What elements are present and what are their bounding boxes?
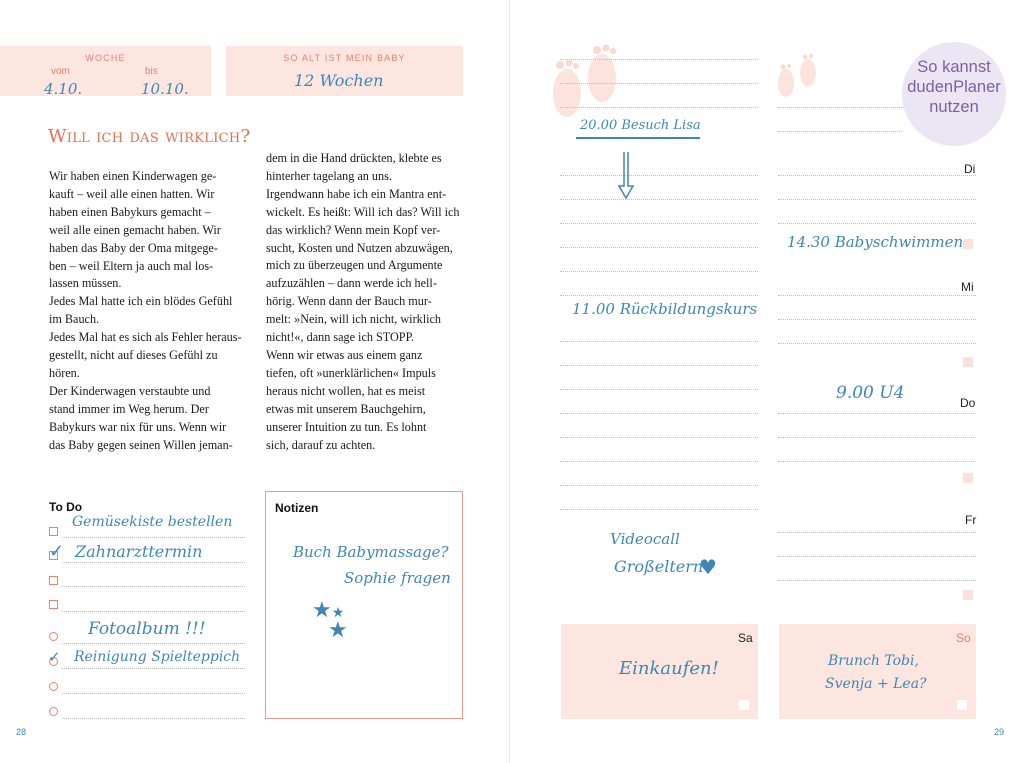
todo-line <box>62 537 245 538</box>
notes-box[interactable] <box>265 491 463 719</box>
baby-age-box <box>226 46 463 96</box>
check-mark-icon: ✓ <box>48 648 61 666</box>
planner-line <box>778 199 976 200</box>
baby-age-label: SO ALT IST MEIN BABY <box>283 53 406 63</box>
todo-item-6: Reinigung Spielteppich <box>74 649 241 665</box>
entry-call-2: Großeltern <box>614 557 704 576</box>
saturday-marker <box>739 700 749 710</box>
planner-line <box>560 295 758 296</box>
planner-line <box>778 319 976 320</box>
day-marker <box>963 239 973 249</box>
planner-line <box>560 59 758 60</box>
entry-brunch-2: Svenja + Lea? <box>825 676 927 692</box>
text-line: Der Kinderwagen verstaubte und <box>49 383 211 398</box>
day-label-sa: Sa <box>738 631 753 645</box>
right-page <box>510 0 1020 763</box>
text-line: Wenn wir etwas aus einem ganz <box>266 347 423 362</box>
planner-line <box>778 223 976 224</box>
text-line: Jedes Mal hatte ich ein blödes Gefühl <box>49 294 233 309</box>
week-from-label: vom <box>51 66 70 77</box>
planner-line <box>560 223 758 224</box>
planner-line <box>560 247 758 248</box>
todo-item-1: Gemüsekiste bestellen <box>72 514 233 530</box>
day-label-di: Di <box>964 162 976 176</box>
text-line: unserer Intuition zu tun. Es lohnt <box>266 419 427 434</box>
text-line: weil alle einen gemacht haben. Wir <box>49 222 221 237</box>
planner-line <box>778 532 976 533</box>
text-line: mich zu überzeugen und Argumente <box>266 258 443 273</box>
day-marker <box>963 473 973 483</box>
text-line: hörig. Wenn dann der Bauch mur- <box>266 294 432 309</box>
text-line: Jedes Mal hat es sich als Fehler heraus- <box>49 330 242 345</box>
week-label: WOCHE <box>85 53 126 63</box>
entry-brunch-1: Brunch Tobi, <box>828 653 919 669</box>
week-to-value: 10.10. <box>141 80 189 98</box>
notes-line-1: Buch Babymassage? <box>293 543 449 561</box>
saturday-box[interactable] <box>561 624 758 719</box>
todo-radio[interactable] <box>49 632 58 641</box>
week-box <box>0 46 211 96</box>
planner-line <box>778 413 976 414</box>
text-line: ben – weil Eltern ja auch mal los- <box>49 258 214 273</box>
entry-swim: 14.30 Babyschwimmen <box>787 233 964 251</box>
planner-line <box>560 341 758 342</box>
todo-radio[interactable] <box>49 682 58 691</box>
text-line: kauft – weil alle einen hatten. Wir <box>49 186 215 201</box>
baby-age-value: 12 Wochen <box>294 71 384 90</box>
todo-item-2: Zahnarzttermin <box>75 542 203 561</box>
page-number-left: 28 <box>16 727 27 737</box>
text-line: etwas mit unserem Bauchgehirn, <box>266 401 426 416</box>
week-from-value: 4.10. <box>44 80 83 98</box>
baby-feet-icon <box>772 48 832 108</box>
text-line: haben das Baby der Oma mitgege- <box>49 240 218 255</box>
text-line: hinterher tagelang an uns. <box>266 168 392 183</box>
entry-call-1: Videocall <box>610 530 680 548</box>
text-line: tiefen, oft »unerklärlichen« Impuls <box>266 365 436 380</box>
text-line: hören. <box>49 365 80 380</box>
entry-visit-underline <box>576 137 700 139</box>
text-line: dem in die Hand drückten, klebte es <box>266 151 442 165</box>
todo-line <box>62 586 245 587</box>
sunday-box[interactable] <box>779 624 976 719</box>
text-line: Irgendwann habe ich ein Mantra ent- <box>266 186 447 201</box>
planner-line <box>560 413 758 414</box>
check-mark-icon: ✓ <box>49 541 65 562</box>
notes-title: Notizen <box>275 501 319 515</box>
entry-visit: 20.00 Besuch Lisa <box>580 118 701 133</box>
arrow-down-icon <box>618 152 634 200</box>
week-to-label: bis <box>145 66 158 77</box>
text-line: haben einen Babykurs gemacht – <box>49 204 211 219</box>
planner-line <box>560 485 758 486</box>
article-heading: Will ich das wirklich? <box>48 126 251 147</box>
text-line: sucht, Kosten und Nutzen abzuwägen, <box>266 240 453 255</box>
planner-line <box>778 131 902 132</box>
planner-line <box>778 175 976 176</box>
planner-line <box>778 556 976 557</box>
text-line: aufzuzählen – dann werde ich hell- <box>266 276 437 291</box>
text-line: melt: »Nein, will ich nicht, wirklich <box>266 312 441 327</box>
todo-checkbox[interactable] <box>49 600 58 609</box>
text-line: Wir haben einen Kinderwagen ge- <box>49 169 217 183</box>
text-line: gestellt, nicht auf dieses Gefühl zu <box>49 348 218 363</box>
todo-line <box>62 611 245 612</box>
planner-line <box>560 437 758 438</box>
text-line: das Baby gegen seinen Willen jeman- <box>49 437 233 452</box>
todo-radio[interactable] <box>49 707 58 716</box>
todo-checkbox[interactable] <box>49 527 58 536</box>
article-column-1 <box>49 168 254 455</box>
planner-line <box>560 509 758 510</box>
planner-line <box>778 343 976 344</box>
badge-line-2: dudenPlaner <box>907 78 1001 96</box>
todo-line <box>62 718 245 719</box>
todo-line <box>62 562 245 563</box>
text-line: stand immer im Weg herum. Der <box>49 401 209 416</box>
day-label-fr: Fr <box>965 513 977 527</box>
text-line: im Bauch. <box>49 312 100 327</box>
todo-title: To Do <box>49 500 83 514</box>
planner-line <box>560 271 758 272</box>
article-column-2 <box>266 150 471 454</box>
badge-line-3: nutzen <box>929 98 979 116</box>
planner-line <box>560 107 758 108</box>
sunday-marker <box>957 700 967 710</box>
planner-line <box>560 365 758 366</box>
planner-line <box>560 199 758 200</box>
planner-line <box>778 461 976 462</box>
day-marker <box>963 590 973 600</box>
planner-line <box>778 295 976 296</box>
todo-line <box>62 693 245 694</box>
notes-line-2: Sophie fragen <box>344 569 451 587</box>
text-line: heraus nicht wollen, hat es meist <box>266 383 426 398</box>
day-label-do: Do <box>960 396 976 410</box>
todo-checkbox[interactable] <box>49 576 58 585</box>
planner-line <box>778 437 976 438</box>
heart-icon: ♥ <box>699 555 717 579</box>
day-marker <box>963 357 973 367</box>
entry-course: 11.00 Rückbildungskurs <box>572 300 758 318</box>
todo-line <box>62 643 245 644</box>
todo-item-5: Fotoalbum !!! <box>88 619 206 639</box>
entry-shopping: Einkaufen! <box>619 658 719 679</box>
badge-line-1: So kannst <box>917 58 991 76</box>
text-line: nicht!«, dann sage ich STOPP. <box>266 330 415 345</box>
planner-line <box>560 83 758 84</box>
planner-line <box>778 580 976 581</box>
info-badge[interactable] <box>902 42 1006 146</box>
text-line: wickelt. Es heißt: Will ich das? Will ich <box>266 204 460 219</box>
planner-line <box>560 461 758 462</box>
text-line: das wirklich? Wenn mein Kopf ver- <box>266 222 441 237</box>
planner-line <box>560 175 758 176</box>
todo-line <box>62 668 245 669</box>
text-line: Babykurs war nix für uns. Wenn wir <box>49 419 227 434</box>
day-label-mi: Mi <box>961 280 974 294</box>
planner-line <box>560 389 758 390</box>
day-label-so: So <box>956 631 971 645</box>
text-line: lassen müssen. <box>49 276 122 291</box>
page-number-right: 29 <box>994 727 1005 737</box>
text-line: sich, darauf zu achten. <box>266 437 376 452</box>
stars-doodle-icon: ★★ ★ <box>312 598 348 643</box>
entry-u4: 9.00 U4 <box>836 383 905 403</box>
